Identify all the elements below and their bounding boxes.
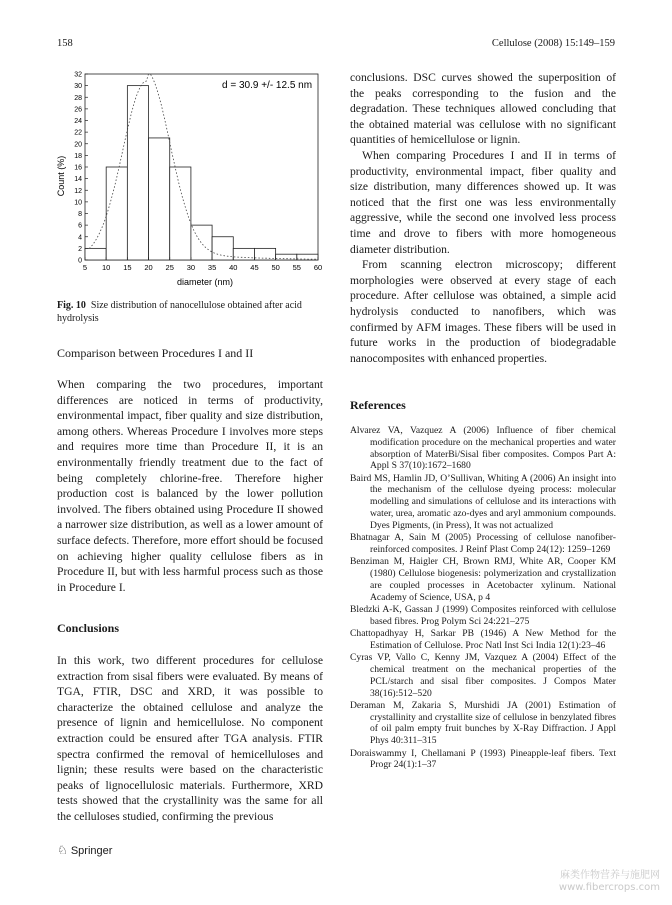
- y-tick-label: 4: [78, 234, 82, 242]
- springer-logo: [57, 843, 112, 857]
- reference-item: Bhatnagar A, Sain M (2005) Processing of cellulose nanofiber-reinforced composites. J Reinf Plast Comp 24(12): 1259–1269: [350, 532, 616, 555]
- section-heading-comparison: Comparison between Procedures I and II: [57, 346, 254, 360]
- y-axis-label: Count (%): [56, 155, 66, 197]
- x-tick-label: 45: [250, 263, 259, 272]
- running-header: Cellulose (2008) 15:149–159: [491, 38, 615, 49]
- reference-item: Baird MS, Hamlin JD, O’Sullivan, Whiting A (2006) An insight into the mechanism of the cellulose dyeing process: molecular modelling and simulations of cellulose and its interactions with water, urea, aromatic azo-dyes and aryl ammonium compounds. Dyes Pigments, (in Press), It was not actualized: [350, 472, 616, 531]
- y-tick-label: 16: [74, 164, 82, 172]
- watermark-line-1: 麻类作物营养与施肥网: [560, 870, 660, 881]
- histogram-bar: [106, 167, 127, 260]
- histogram-bar: [85, 248, 106, 260]
- references-heading: References: [350, 398, 406, 412]
- comparison-text: When comparing the two procedures, important differences are noticed in terms of productivity, environmental impact, fiber quality and size distribution, among others. Whereas Procedure I involves more steps and requires more time than Procedure II, it is an environmentally friendly treatment due to the fact of being completely chlorine-free. Therefore higher production cost is balanced by the lower pollution involved. The fibers obtained using Procedure II showed a narrower size distribution, as well as a lower amount of surface defects. Therefore, more effort should be focused on achieving higher quality cellulose fibers as in Procedure II, but with less harmful process such as those in Procedure I.: [57, 378, 323, 594]
- reference-item: Deraman M, Zakaria S, Murshidi JA (2001) Estimation of crystallinity and crystallite size of cellulose in benzylated fibres of oil palm empty fruit bunches by X-Ray Diffraction. J Appl Phys 40:311–315: [350, 699, 616, 747]
- x-tick-label: 10: [102, 263, 111, 272]
- chart-svg: [55, 66, 330, 291]
- y-tick-label: 30: [74, 83, 82, 91]
- x-tick-label: 50: [271, 263, 280, 272]
- reference-item: Bledzki A-K, Gassan J (1999) Composites reinforced with cellulose based fibres. Prog Polym Sci 24:221–275: [350, 603, 616, 627]
- publisher-name: Springer: [70, 845, 113, 857]
- x-axis-label: diameter (nm): [176, 277, 234, 287]
- right-paragraph-2: When comparing Procedures I and II in terms of productivity, environmental impact, fiber quality and size distribution, many differences showed up. It was noticed that the first one was less environmentally aggressive, while the second one involved less process time and drove to fibers with more homogeneous diameter distribution.: [350, 148, 616, 256]
- y-tick-label: 28: [74, 94, 82, 102]
- x-tick-label: 25: [165, 263, 174, 272]
- watermark-line-2: www.fibercrops.com: [558, 882, 660, 893]
- watermark: [559, 870, 660, 894]
- reference-item: Cyras VP, Vallo C, Kenny JM, Vazquez A (2004) Effect of the chemical treatment on the mechanical properties of the PCL/starch and sisal fiber composites. J Compos Mater 38(16):512–520: [350, 652, 616, 699]
- x-tick-label: 60: [313, 263, 323, 272]
- x-tick-label: 35: [207, 263, 217, 272]
- right-column-text: [350, 70, 616, 366]
- y-tick-label: 20: [74, 141, 82, 149]
- y-tick-label: 26: [74, 106, 82, 114]
- reference-item: Doraiswammy I, Chellamani P (1993) Pineapple-leaf fibers. Text Progr 24(1):1–37: [350, 747, 616, 771]
- histogram-bar: [170, 167, 191, 260]
- y-tick-label: 32: [74, 71, 82, 79]
- x-tick-label: 55: [292, 263, 301, 272]
- y-tick-label: 10: [74, 199, 82, 207]
- histogram-bar: [149, 138, 170, 260]
- y-tick-label: 14: [74, 176, 82, 184]
- size-distribution-chart: [55, 66, 330, 291]
- conclusions-text: In this work, two different procedures for cellulose extraction from sisal fibers were evaluated. By means of TGA, FTIR, DSC and XRD, it was possible to characterize the obtained cellulose and analyze the presence of lignin and hemicellulose. No component extraction could be ensured after TGA analysis. FTIR spectra confirmed the removal of hemicelluloses and lignin; these results were based on the characteristic peaks of lignocellulosic materials. Furthermore, XRD tests showed that the crystallinity was the same for all the celluloses studied, confirming the previous: [57, 654, 323, 823]
- histogram-bar: [212, 237, 233, 260]
- caption-label: Fig. 10: [57, 300, 86, 311]
- reference-item: Benziman M, Haigler CH, Brown RMJ, White AR, Cooper KM (1980) Cellulose biogenesis: polymerization and crystallization are coupled processes in Acetobacter xylinum. National Academy of Science, USA, p 4: [350, 556, 616, 603]
- histogram-bar: [233, 248, 254, 260]
- right-paragraph-3: From scanning electron microscopy; different morphologies were observed at every stage of each procedure. After cellulose was obtained, a simple acid hydrolysis conducted to nanofibers, which was confirmed by AFM images. These fibers will be used in future works in the production of biodegradable nanocomposites with enhanced properties.: [350, 258, 616, 365]
- x-tick-label: 40: [229, 263, 238, 272]
- x-tick-label: 30: [186, 263, 196, 272]
- y-tick-label: 22: [74, 129, 82, 137]
- springer-horse-icon: ♘: [57, 843, 68, 857]
- right-paragraph-1: conclusions. DSC curves showed the superposition of the peaks corresponding to the fusion and the degradation. These techniques allowed concluding that the obtained material was cellulose with no significant quantities of hemicellulose or lignin.: [350, 71, 616, 147]
- y-tick-label: 0: [78, 257, 82, 265]
- reference-item: Alvarez VA, Vazquez A (2006) Influence of fiber chemical modification procedure on the mechanical properties and water absorption of MaterBi/Sisal fiber composites. Compos Part A: Appl S 37(10):1672–1680: [350, 425, 616, 472]
- caption-text: Size distribution of nanocellulose obtained after acid hydrolysis: [57, 300, 302, 324]
- y-tick-label: 8: [78, 211, 82, 218]
- chart-annotation: d = 30.9 +/- 12.5 nm: [222, 80, 313, 91]
- y-tick-label: 18: [74, 152, 82, 160]
- reference-item: Chattopadhyay H, Sarkar PB (1946) A New Method for the Estimation of Cellulose. Proc Natl Inst Sci India 12(1):23–46: [350, 628, 616, 651]
- section-heading-conclusions: Conclusions: [57, 621, 120, 635]
- x-tick-label: 15: [123, 263, 132, 272]
- reference-list: [350, 425, 616, 772]
- x-tick-label: 20: [144, 263, 153, 272]
- figure-caption: [57, 299, 327, 325]
- comparison-paragraph: [57, 377, 323, 595]
- y-tick-label: 12: [74, 187, 82, 195]
- conclusions-paragraph: [57, 653, 323, 825]
- page-number: 158: [57, 38, 73, 49]
- x-tick-label: 5: [82, 263, 88, 272]
- histogram-bar: [127, 86, 148, 260]
- y-tick-label: 2: [78, 245, 82, 253]
- y-tick-label: 6: [78, 222, 82, 230]
- y-tick-label: 24: [74, 118, 82, 125]
